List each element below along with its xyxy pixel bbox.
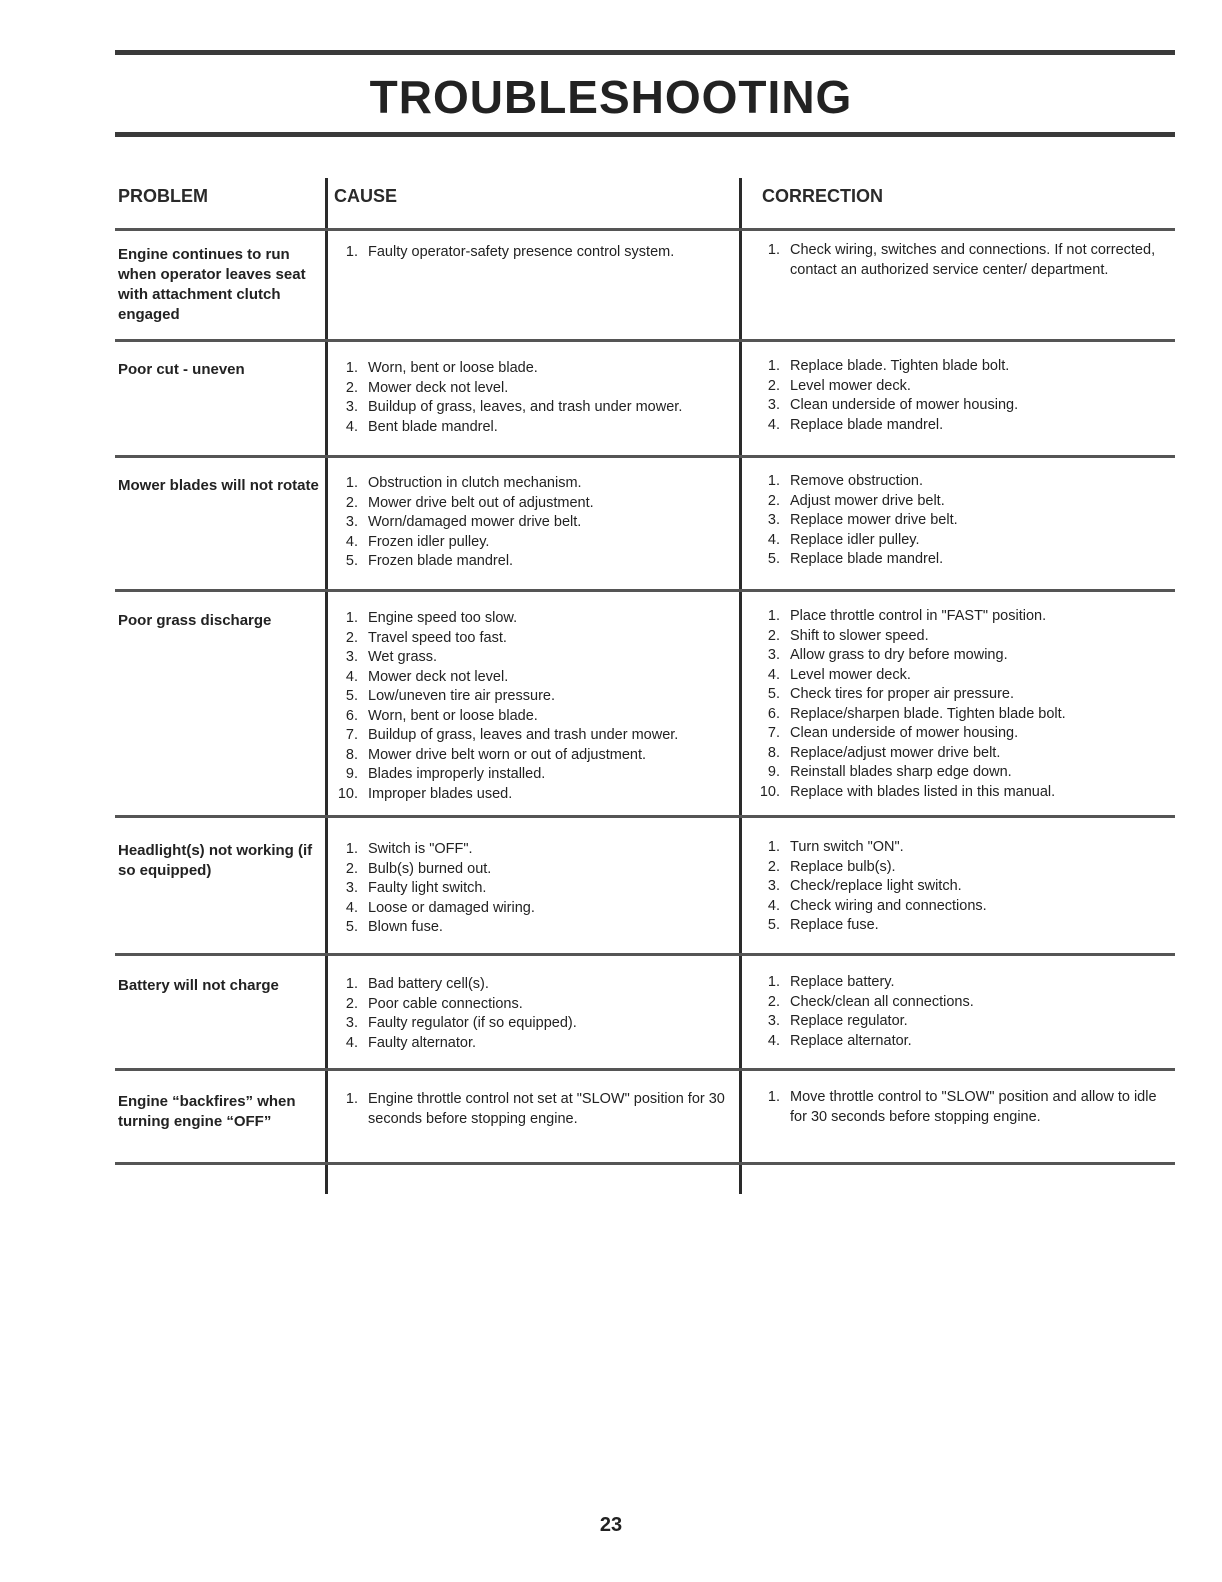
correction-item: 10. Replace with blades listed in this manual. (759, 783, 1056, 800)
correction-list (756, 472, 1168, 570)
cause-item: 7. Buildup of grass, leaves and trash under mower. (345, 727, 679, 743)
column-header-correction: CORRECTION (762, 186, 883, 206)
cause-item: 1. Engine speed too slow. (345, 610, 518, 626)
top-rule (115, 50, 1175, 55)
cause-item: 4. Mower deck not level. (345, 668, 509, 685)
cause-item: 1. Obstruction in clutch mechanism. (345, 475, 582, 491)
cause-item: 3. Wet grass. (345, 649, 438, 665)
correction-item: 1. Replace blade. Tighten blade bolt. (767, 358, 1010, 374)
problem-cell: Engine continues to run when operator leaves seat with attachment clutch engaged (118, 246, 306, 323)
correction-list (756, 973, 1168, 1051)
cause-list (334, 609, 734, 804)
correction-item: 5. Check tires for proper air pressure. (767, 686, 1015, 702)
row-separator (115, 815, 1175, 818)
cause-item: 2. Poor cable connections. (345, 995, 523, 1012)
row-separator (115, 1068, 1175, 1071)
page-title: TROUBLESHOOTING (369, 71, 853, 123)
cause-item: 2. Travel speed too fast. (345, 629, 507, 646)
row-separator (115, 228, 1175, 231)
correction-item: 8. Replace/adjust mower drive belt. (767, 744, 1001, 761)
correction-item: 9. Reinstall blades sharp edge down. (767, 764, 1012, 780)
row-separator (115, 455, 1175, 458)
correction-item: 4. Check wiring and connections. (767, 897, 987, 914)
title-rule (115, 132, 1175, 137)
cause-list (334, 840, 734, 938)
correction-item: 1. Remove obstruction. (767, 473, 923, 489)
correction-list (756, 607, 1168, 802)
correction-item: 1. Move throttle control to "SLOW" position and allow to idle for 30 seconds before stopping engine. (767, 1089, 1157, 1125)
correction-item: 2. Replace bulb(s). (767, 858, 896, 875)
cause-item: 4. Loose or damaged wiring. (345, 899, 535, 916)
cause-item: 1. Switch is "OFF". (345, 841, 473, 857)
correction-item: 3. Allow grass to dry before mowing. (767, 647, 1008, 663)
cause-item: 4. Frozen idler pulley. (345, 533, 490, 550)
cause-item: 1. Faulty operator-safety presence control system. (345, 244, 675, 260)
cause-item: 5. Frozen blade mandrel. (345, 553, 514, 569)
cause-item: 1. Bad battery cell(s). (345, 976, 489, 992)
cause-item: 6. Worn, bent or loose blade. (345, 707, 538, 724)
cause-item: 2. Bulb(s) burned out. (345, 860, 492, 877)
column-divider-1 (325, 178, 328, 1194)
row-separator (115, 589, 1175, 592)
column-header-problem: PROBLEM (118, 186, 208, 206)
row-separator (115, 953, 1175, 956)
cause-item: 1. Worn, bent or loose blade. (345, 360, 538, 376)
correction-item: 3. Clean underside of mower housing. (767, 397, 1019, 413)
correction-list (756, 241, 1168, 280)
problem-cell: Mower blades will not rotate (118, 477, 319, 494)
correction-item: 4. Replace idler pulley. (767, 531, 920, 548)
correction-item: 7. Clean underside of mower housing. (767, 725, 1019, 741)
cause-list (334, 243, 734, 263)
cause-item: 4. Faulty alternator. (345, 1034, 476, 1051)
cause-item: 1. Engine throttle control not set at "SLOW" position for 30 seconds before stopping engine. (345, 1091, 725, 1127)
correction-item: 5. Replace blade mandrel. (767, 551, 944, 567)
cause-list (334, 975, 734, 1053)
cause-item: 2. Mower drive belt out of adjustment. (345, 494, 594, 511)
correction-item: 1. Turn switch "ON". (767, 839, 904, 855)
correction-list (756, 357, 1168, 435)
correction-list (756, 1088, 1168, 1127)
correction-item: 6. Replace/sharpen blade. Tighten blade bolt. (767, 705, 1066, 722)
correction-item: 2. Adjust mower drive belt. (767, 492, 945, 509)
correction-item: 3. Check/replace light switch. (767, 878, 962, 894)
problem-cell: Engine “backfires” when turning engine “OFF” (118, 1093, 296, 1130)
correction-item: 2. Level mower deck. (767, 377, 911, 394)
correction-item: 1. Replace battery. (767, 974, 895, 990)
row-separator (115, 1162, 1175, 1165)
correction-item: 5. Replace fuse. (767, 917, 879, 933)
row-separator (115, 339, 1175, 342)
cause-item: 4. Bent blade mandrel. (345, 418, 498, 435)
problem-cell: Battery will not charge (118, 977, 279, 994)
page-number: 23 (599, 1514, 623, 1536)
problem-cell: Poor grass discharge (118, 612, 272, 629)
correction-item: 1. Check wiring, switches and connections. If not corrected, contact an authorized service center/ department. (767, 242, 1156, 278)
column-header-cause: CAUSE (334, 186, 398, 206)
correction-item: 4. Replace blade mandrel. (767, 416, 944, 433)
cause-item: 3. Faulty regulator (if so equipped). (345, 1015, 577, 1031)
correction-item: 2. Check/clean all connections. (767, 993, 974, 1010)
correction-item: 4. Replace alternator. (767, 1032, 912, 1049)
correction-item: 3. Replace mower drive belt. (767, 512, 958, 528)
cause-list (334, 474, 734, 572)
column-divider-2 (739, 178, 742, 1194)
cause-item: 3. Faulty light switch. (345, 880, 487, 896)
correction-item: 1. Place throttle control in "FAST" position. (767, 608, 1047, 624)
problem-cell: Poor cut - uneven (118, 361, 245, 378)
cause-list (334, 359, 734, 437)
cause-item: 5. Low/uneven tire air pressure. (345, 688, 555, 704)
cause-item: 9. Blades improperly installed. (345, 766, 546, 782)
cause-item: 10. Improper blades used. (337, 785, 513, 802)
cause-item: 5. Blown fuse. (345, 919, 443, 935)
correction-item: 4. Level mower deck. (767, 666, 911, 683)
cause-item: 8. Mower drive belt worn or out of adjustment. (345, 746, 647, 763)
cause-list (334, 1090, 734, 1129)
problem-cell: Headlight(s) not working (if so equipped) (118, 842, 313, 879)
correction-item: 3. Replace regulator. (767, 1013, 908, 1029)
cause-item: 2. Mower deck not level. (345, 379, 509, 396)
cause-item: 3. Buildup of grass, leaves, and trash under mower. (345, 399, 683, 415)
correction-list (756, 838, 1168, 936)
correction-item: 2. Shift to slower speed. (767, 627, 929, 644)
cause-item: 3. Worn/damaged mower drive belt. (345, 514, 582, 530)
